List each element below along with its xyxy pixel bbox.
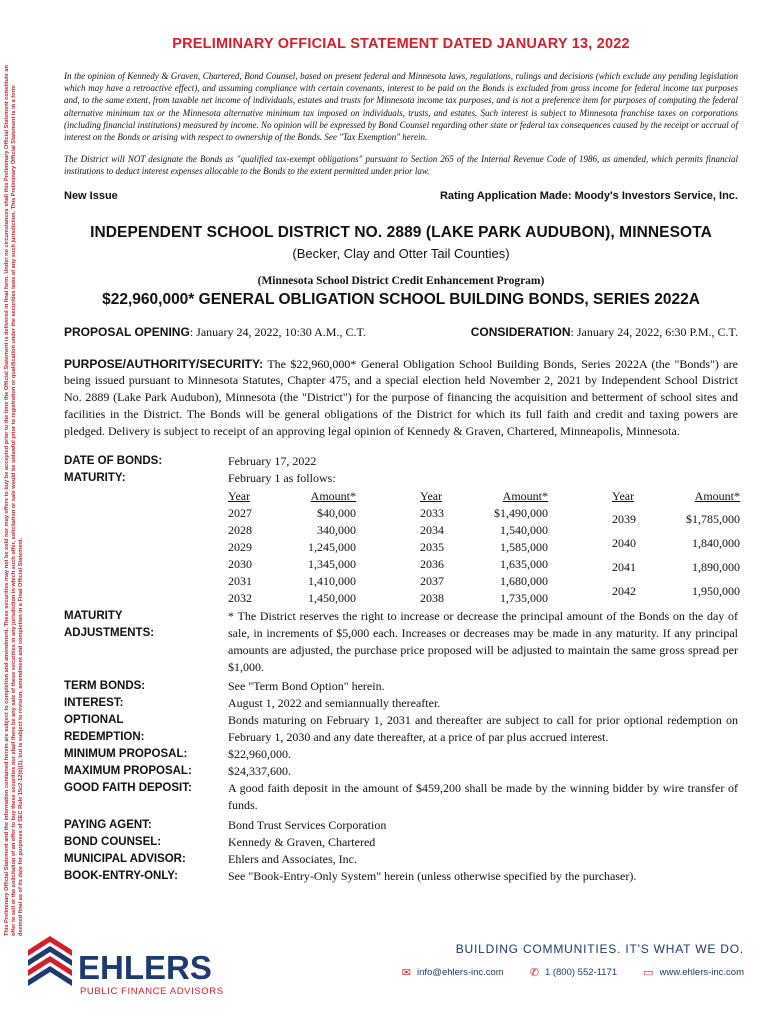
proposal-opening <box>64 325 366 340</box>
book-entry-label: BOOK-ENTRY-ONLY: <box>64 869 178 882</box>
paying-agent-value: Bond Trust Services Corporation <box>228 817 387 832</box>
consideration <box>471 325 738 340</box>
amount-header: Amount* <box>502 488 548 503</box>
maturity-amount: 1,245,000 <box>308 539 356 554</box>
date-label: DATE OF BONDS: <box>64 454 163 467</box>
advisor-label: MUNICIPAL ADVISOR: <box>64 852 186 865</box>
maturity-amount: 1,345,000 <box>308 556 356 571</box>
maturity-year: 2029 <box>228 539 252 554</box>
maturity-year: 2034 <box>420 522 444 537</box>
maturity-amount: 1,950,000 <box>692 583 740 598</box>
purpose-text: The $22,960,000* General Obligation School Building Bonds, Series 2022A (the "Bonds") are being issued pursuant to Minnesota Statutes, Chapter 475, and a special election held November 2, 2021 by Independent School District No. 2889 (Lake Park Audubon), Minnesota (the "District") for the purpose of financing the acquisition and betterment of school sites and facilities in the District. The Bonds will be general obligations of the District for which its full faith and credit and taxing powers are pledged. Delivery is subject to receipt of an approving legal opinion of Kennedy & Graven, Chartered, Minneapolis, Minnesota. <box>64 356 738 438</box>
maturity-amount: 1,585,000 <box>500 539 548 554</box>
adjust-label-2: ADJUSTMENTS: <box>64 626 155 639</box>
paying-agent-label: PAYING AGENT: <box>64 818 152 831</box>
program-title: (Minnesota School District Credit Enhancement Program) <box>257 274 545 287</box>
issue-row <box>64 190 738 202</box>
gfd-value: A good faith deposit in the amount of $459,200 shall be made by the winning bidder by wire transfer of funds. <box>228 780 738 812</box>
maturity-column <box>420 488 548 607</box>
logo-subtitle: PUBLIC FINANCE ADVISORS <box>80 986 224 997</box>
year-header: Year <box>612 488 635 503</box>
new-issue-label: New Issue <box>64 189 118 202</box>
maturity-year: 2028 <box>228 522 252 537</box>
interest-label: INTEREST: <box>64 696 124 709</box>
terms-list <box>64 453 738 885</box>
maturity-amount: 1,890,000 <box>692 560 740 574</box>
maturity-column <box>228 488 356 607</box>
bond-title: $22,960,000* GENERAL OBLIGATION SCHOOL BUILDING BONDS, SERIES 2022A <box>102 290 700 308</box>
maturity-amount: $1,785,000 <box>686 512 740 527</box>
web-contact[interactable] <box>643 966 744 979</box>
term-row <box>64 453 738 470</box>
district-title: INDEPENDENT SCHOOL DISTRICT NO. 2889 (LAKE PARK AUDUBON), MINNESOTA <box>90 223 712 241</box>
counties: (Becker, Clay and Otter Tail Counties) <box>292 245 510 261</box>
proposal-opening-value: : January 24, 2022, 10:30 A.M., C.T. <box>189 324 366 339</box>
term-row <box>64 763 738 780</box>
logo-wordmark: EHLERS <box>78 949 212 986</box>
year-header: Year <box>420 488 443 503</box>
term-row <box>64 851 738 868</box>
term-row <box>64 678 738 695</box>
optional-label-1: OPTIONAL <box>64 713 124 726</box>
side-disclaimer-text: This Preliminary Official Statement and the information contained herein are subject to completion and amendment. These securities may not be sold nor may offers to buy be accepted prior to the time the Official Statement is delivered in final form. Under no circumstances shall this Preliminary Official Statement constitute an offer to sell or the solicitation of an offer to buy these securities nor shall there be any sale of these securities in any jurisdiction in which such offer, solicitation or sale would be unlawful prior to registration or qualification under the securities laws of any such jurisdiction. This Preliminary Official Statement is in a form deemed final as of its date for purposes of SEC Rule 15c2-12(b)(1), but is subject to revision, amendment and completion in a Final Official Statement. <box>4 65 24 936</box>
maturity-amount: 1,635,000 <box>500 556 548 571</box>
consideration-value: : January 24, 2022, 6:30 P.M., C.T. <box>570 324 738 339</box>
phone-text: 1 (800) 552-1171 <box>544 967 618 978</box>
purpose-label: PURPOSE/AUTHORITY/SECURITY: <box>64 356 264 371</box>
year-header: Year <box>228 488 251 503</box>
maturity-amount: 1,450,000 <box>308 590 356 605</box>
proposal-row <box>64 325 738 340</box>
laptop-icon: ▭ <box>643 967 654 979</box>
term-row <box>64 695 738 712</box>
envelope-icon: ✉ <box>401 967 411 979</box>
email-contact[interactable] <box>402 966 504 979</box>
contact-row <box>402 966 744 979</box>
maturity-amount: $1,490,000 <box>494 505 548 520</box>
maturity-amount: 1,680,000 <box>500 573 548 588</box>
web-text: www.ehlers-inc.com <box>659 967 744 978</box>
book-entry-value: See "Book-Entry-Only System" herein (unless otherwise specified by the purchaser). <box>228 868 637 883</box>
purpose-paragraph <box>64 356 738 440</box>
optional-label-2: REDEMPTION: <box>64 730 145 743</box>
ehlers-logo <box>24 932 224 1002</box>
maturity-amount: 1,735,000 <box>500 590 548 605</box>
maturity-amount: 1,410,000 <box>308 573 356 588</box>
term-row <box>64 817 738 834</box>
footer <box>24 930 744 1010</box>
designation-note: The District will NOT designate the Bonds as "qualified tax-exempt obligations" pursuant to Section 265 of the Internal Revenue Code of 1986, as amended, which permits financial institutions to deduct interest expenses allocable to the Bonds to the extent permitted under prior law. <box>64 154 738 177</box>
email-text: info@ehlers-inc.com <box>416 967 504 978</box>
maturity-value: February 1 as follows: <box>228 470 336 485</box>
maturity-amount: 1,540,000 <box>500 522 548 537</box>
phone-icon: ✆ <box>529 967 539 979</box>
consideration-label: CONSIDERATION <box>470 324 571 339</box>
document-body <box>64 36 738 885</box>
maturity-label: MATURITY: <box>64 471 126 484</box>
max-proposal-label: MAXIMUM PROPOSAL: <box>64 764 192 777</box>
term-row <box>64 780 738 814</box>
advisor-value: Ehlers and Associates, Inc. <box>228 851 357 866</box>
maturity-year: 2040 <box>612 536 636 551</box>
tax-opinion: In the opinion of Kennedy & Graven, Chartered, Bond Counsel, based on present federal and Minnesota laws, regulations, rulings and decisions (which exclude any pending legislation which may have a retroactive effect), and assuming compliance with certain covenants, interest to be paid on the Bonds is excluded from gross income for federal income tax purposes and, to the same extent, from taxable net income of individuals, estates and trusts for Minnesota income tax purposes, and is not a preference item for purposes of computing the federal alternative minimum tax or the Minnesota alternative minimum tax imposed on individuals, trusts, and estates. Such interest is subject to Minnesota franchise taxes on corporations (including financial institutions) measured by income. No opinion will be expressed by Bond Counsel regarding other state or federal tax consequences caused by the receipt or accrual of interest on the Bonds or arising with respect to ownership of the Bonds. See "Tax Exemption" herein. <box>64 71 738 143</box>
rating-label: Rating Application Made: Moody's Investors Service, Inc. <box>439 189 738 202</box>
bond-counsel-label: BOND COUNSEL: <box>64 835 162 848</box>
maturity-amount: 1,840,000 <box>692 536 740 551</box>
maturity-schedule <box>228 488 740 607</box>
term-row <box>64 868 738 885</box>
adjust-label-1: MATURITY <box>64 609 123 622</box>
amount-header: Amount* <box>694 488 740 503</box>
interest-value: August 1, 2022 and semiannually thereafter. <box>228 695 441 710</box>
date-value: February 17, 2022 <box>228 453 317 468</box>
optional-value: Bonds maturing on February 1, 2031 and thereafter are subject to call for prior optional redemption on February 1, 2030 and any date thereafter, at a price of par plus accrued interest. <box>228 712 738 744</box>
maturity-year: 2039 <box>612 512 636 527</box>
term-row <box>64 834 738 851</box>
amount-header: Amount* <box>310 488 356 503</box>
phone-contact[interactable] <box>530 966 617 979</box>
min-proposal-value: $22,960,000. <box>228 746 291 761</box>
maturity-year: 2030 <box>228 556 252 571</box>
maturity-year: 2041 <box>612 560 636 574</box>
maturity-year: 2042 <box>612 583 636 598</box>
maturity-amount: 340,000 <box>317 522 356 537</box>
adjust-value: * The District reserves the right to increase or decrease the principal amount of the Bonds on the day of sale, in increments of $5,000 each. Increases or decreases may be made in any maturity. If any principal amounts are adjusted, the purchase price proposed will be adjusted to maintain the same gross spread per $1,000. <box>228 608 738 674</box>
maturity-year: 2035 <box>420 539 444 554</box>
maturity-year: 2032 <box>228 590 252 605</box>
tagline: BUILDING COMMUNITIES. IT'S WHAT WE DO. <box>455 942 744 956</box>
term-row <box>64 712 738 746</box>
term-row <box>64 746 738 763</box>
maturity-year: 2038 <box>420 590 444 605</box>
maturity-year: 2037 <box>420 573 444 588</box>
term-row <box>64 608 738 676</box>
maturity-year: 2036 <box>420 556 444 571</box>
maturity-year: 2031 <box>228 573 252 588</box>
maturity-amount: $40,000 <box>317 505 356 520</box>
maturity-column <box>612 488 740 607</box>
maturity-year: 2033 <box>420 505 444 520</box>
term-bonds-label: TERM BONDS: <box>64 679 146 692</box>
gfd-label: GOOD FAITH DEPOSIT: <box>64 781 192 794</box>
term-row <box>64 470 738 607</box>
term-bonds-value: See "Term Bond Option" herein. <box>228 678 385 693</box>
proposal-opening-label: PROPOSAL OPENING <box>64 324 190 339</box>
min-proposal-label: MINIMUM PROPOSAL: <box>64 747 188 760</box>
bond-counsel-value: Kennedy & Graven, Chartered <box>228 834 376 849</box>
maturity-year: 2027 <box>228 505 252 520</box>
max-proposal-value: $24,337,600. <box>228 763 291 778</box>
side-disclaimer <box>2 60 44 940</box>
page-title: PRELIMINARY OFFICIAL STATEMENT DATED JANUARY 13, 2022 <box>172 36 630 52</box>
